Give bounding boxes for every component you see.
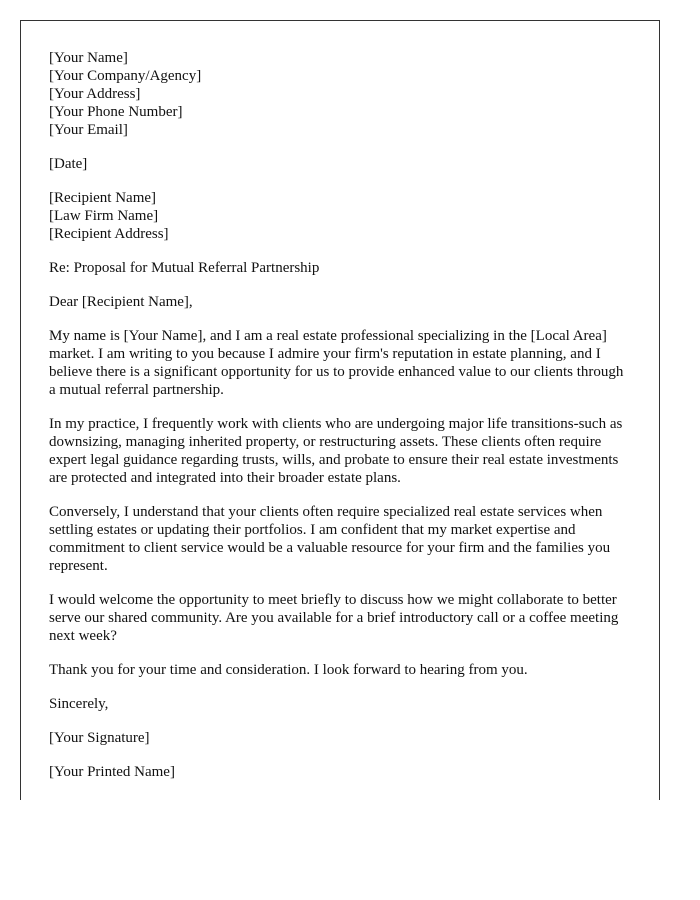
printed-name: [Your Printed Name] bbox=[49, 764, 175, 780]
sender-name: [Your Name] bbox=[49, 50, 128, 66]
date-block bbox=[49, 155, 630, 173]
salutation: Dear [Recipient Name], bbox=[49, 294, 193, 310]
recipient-address: [Recipient Address] bbox=[49, 226, 169, 242]
sender-email: [Your Email] bbox=[49, 122, 128, 138]
body-paragraph-4: I would welcome the opportunity to meet briefly to discuss how we might collaborate to better serve our shared community. Are you available for a brief introductory call or a coffee meeting next week? bbox=[49, 592, 619, 644]
recipient-name: [Recipient Name] bbox=[49, 190, 157, 206]
signature: [Your Signature] bbox=[49, 730, 150, 746]
letter-date: [Date] bbox=[49, 156, 88, 172]
recipient-firm: [Law Firm Name] bbox=[49, 208, 159, 224]
sender-phone: [Your Phone Number] bbox=[49, 104, 183, 120]
sender-company: [Your Company/Agency] bbox=[49, 68, 202, 84]
sender-address: [Your Address] bbox=[49, 86, 141, 102]
body-paragraph-1: My name is [Your Name], and I am a real estate professional specializing in the [Local Area] market. I am writing to you because I admire your firm's reputation in estate planning, and I believe there is a significant opportunity for us to provide enhanced value to our clients through a mutual referral partnership. bbox=[49, 328, 624, 398]
sender-block bbox=[49, 49, 630, 139]
body-paragraph-3: Conversely, I understand that your clients often require specialized real estate services when settling estates or updating their portfolios. I am confident that my market expertise and commitment to client service would be a valuable resource for your firm and the families you represent. bbox=[49, 504, 611, 574]
subject-line: Re: Proposal for Mutual Referral Partnership bbox=[49, 260, 320, 276]
recipient-block bbox=[49, 189, 630, 243]
body-paragraph-2: In my practice, I frequently work with clients who are undergoing major life transitions-such as downsizing, managing inherited property, or restructuring assets. These clients often require expert legal guidance regarding trusts, wills, and probate to ensure their real estate investments are protected and integrated into their broader estate plans. bbox=[49, 416, 623, 486]
letter-page bbox=[20, 20, 660, 800]
body-paragraph-5: Thank you for your time and consideration. I look forward to hearing from you. bbox=[49, 662, 528, 678]
closing: Sincerely, bbox=[49, 696, 109, 712]
